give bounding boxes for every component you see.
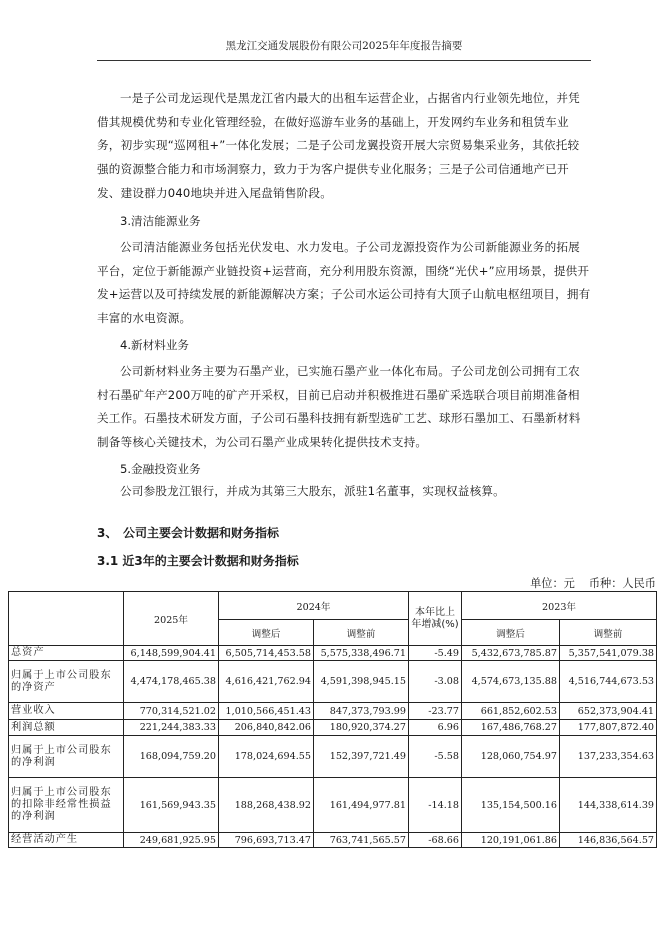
value-2023-adjusted: 120,191,061.86	[462, 833, 560, 848]
value-change: 6.96	[409, 720, 462, 736]
row-label: 归属于上市公司股东的净资产	[9, 661, 124, 703]
row-label: 总资产	[9, 646, 124, 661]
header-2023: 2023年	[462, 592, 657, 620]
value-2024-before: 161,494,977.81	[314, 778, 409, 833]
row-label: 营业收入	[9, 703, 124, 720]
value-2024-before: 4,591,398,945.15	[314, 661, 409, 703]
value-2023-before: 144,338,614.39	[560, 778, 657, 833]
value-2023-before: 137,233,354.63	[560, 736, 657, 778]
value-2025: 6,148,599,904.41	[124, 646, 219, 661]
value-2024-before: 180,920,374.27	[314, 720, 409, 736]
row-label: 归属于上市公司股东的扣除非经常性损益的净利润	[9, 778, 124, 833]
currency-label: 币种：人民币	[588, 577, 656, 590]
value-2023-before: 177,807,872.40	[560, 720, 657, 736]
value-2023-adjusted: 167,486,768.27	[462, 720, 560, 736]
value-2023-before: 146,836,564.57	[560, 833, 657, 848]
heading-clean-energy: 3.清洁能源业务	[120, 214, 201, 228]
table-row	[9, 720, 657, 736]
value-2024-before: 847,373,793.99	[314, 703, 409, 720]
table-row	[9, 833, 657, 848]
value-2024-adjusted: 188,268,438.92	[219, 778, 314, 833]
heading-financial-investment: 5.金融投资业务	[120, 462, 201, 476]
value-2023-adjusted: 128,060,754.97	[462, 736, 560, 778]
value-2024-adjusted: 206,840,842.06	[219, 720, 314, 736]
row-label: 经营活动产生	[9, 833, 124, 848]
paragraph-new-materials: 公司新材料业务主要为石墨产业，已实施石墨产业一体化布局。子公司龙创公司拥有工农村石墨矿年产200万吨的矿产开采权，目前已启动并积极推进石墨矿采选联合项目前期准备相关工作。石墨技术研发方面，子公司石墨科技拥有新型选矿工艺、球形石墨加工、石墨新材料制备等核心关键技术，为公司石墨产业成果转化提供技术支持。	[97, 364, 581, 450]
value-2023-before: 5,357,541,079.38	[560, 646, 657, 661]
header-2024-before: 调整前	[314, 620, 409, 646]
value-2025: 770,314,521.02	[124, 703, 219, 720]
table-row	[9, 703, 657, 720]
row-label: 归属于上市公司股东的净利润	[9, 736, 124, 778]
unit-currency-line	[390, 575, 656, 591]
value-2024-adjusted: 796,693,713.47	[219, 833, 314, 848]
value-change: -5.58	[409, 736, 462, 778]
value-2025: 4,474,178,465.38	[124, 661, 219, 703]
header-2025: 2025年	[124, 592, 219, 646]
value-2023-before: 652,373,904.41	[560, 703, 657, 720]
value-2025: 221,244,383.33	[124, 720, 219, 736]
value-2024-before: 5,575,338,496.71	[314, 646, 409, 661]
value-2023-adjusted: 135,154,500.16	[462, 778, 560, 833]
financial-indicators-table	[8, 591, 657, 848]
value-2025: 249,681,925.95	[124, 833, 219, 848]
value-change: -14.18	[409, 778, 462, 833]
section-3-heading	[97, 524, 279, 541]
section-3-1-heading: 3.1 近3年的主要会计数据和财务指标	[97, 554, 299, 568]
table-row	[9, 661, 657, 703]
header-blank-cell	[9, 592, 124, 646]
header-divider	[97, 60, 591, 61]
page-header: 黑龙江交通发展股份有限公司2025年年度报告摘要	[225, 40, 463, 52]
row-label: 利润总额	[9, 720, 124, 736]
value-2024-adjusted: 4,616,421,762.94	[219, 661, 314, 703]
section-3-number: 3、	[97, 526, 118, 540]
table-row	[9, 736, 657, 778]
value-2023-adjusted: 4,574,673,135.88	[462, 661, 560, 703]
table-row	[9, 778, 657, 833]
value-2024-before: 152,397,721.49	[314, 736, 409, 778]
unit-label: 单位：元	[530, 577, 575, 590]
value-change: -68.66	[409, 833, 462, 848]
value-change: -5.49	[409, 646, 462, 661]
table-row	[9, 646, 657, 661]
value-2024-adjusted: 1,010,566,451.43	[219, 703, 314, 720]
value-2023-adjusted: 661,852,602.53	[462, 703, 560, 720]
header-2024-adjusted: 调整后	[219, 620, 314, 646]
value-2024-adjusted: 6,505,714,453.58	[219, 646, 314, 661]
value-change: -23.77	[409, 703, 462, 720]
section-3-title: 公司主要会计数据和财务指标	[123, 526, 280, 540]
header-2024: 2024年	[219, 592, 409, 620]
paragraph-clean-energy: 公司清洁能源业务包括光伏发电、水力发电。子公司龙源投资作为公司新能源业务的拓展平台，定位于新能源产业链投资+运营商，充分利用股东资源，围绕“光伏+”应用场景，提供开发+运营以及可持续发展的新能源解决方案；子公司水运公司持有大顶子山航电枢纽项目，拥有丰富的水电资源。	[97, 240, 591, 326]
paragraph-financial-investment: 公司参股龙江银行，并成为其第三大股东，派驻1名董事，实现权益核算。	[120, 484, 505, 498]
value-2025: 161,569,943.35	[124, 778, 219, 833]
value-2024-adjusted: 178,024,694.55	[219, 736, 314, 778]
header-2023-adjusted: 调整后	[462, 620, 560, 646]
value-2024-before: 763,741,565.57	[314, 833, 409, 848]
value-change: -3.08	[409, 661, 462, 703]
header-yoy-change: 本年比上年增减(%)	[409, 592, 462, 646]
value-2023-before: 4,516,744,673.53	[560, 661, 657, 703]
value-2025: 168,094,759.20	[124, 736, 219, 778]
heading-new-materials: 4.新材料业务	[120, 338, 190, 352]
paragraph-business-overview: 一是子公司龙运现代是黑龙江省内最大的出租车运营企业，占据省内行业领先地位，并凭借其规模优势和专业化管理经验，在做好巡游车业务的基础上，开发网约车业务和租赁车业务，初步实现“巡网租+”一体化发展；二是子公司龙翼投资开展大宗贸易集采业务，其依托较强的资源整合能力和市场洞察力，致力于为客户提供专业化服务；三是子公司信通地产已开发、建设群力040地块并进入尾盘销售阶段。	[97, 91, 580, 200]
value-2023-adjusted: 5,432,673,785.87	[462, 646, 560, 661]
header-2023-before: 调整前	[560, 620, 657, 646]
